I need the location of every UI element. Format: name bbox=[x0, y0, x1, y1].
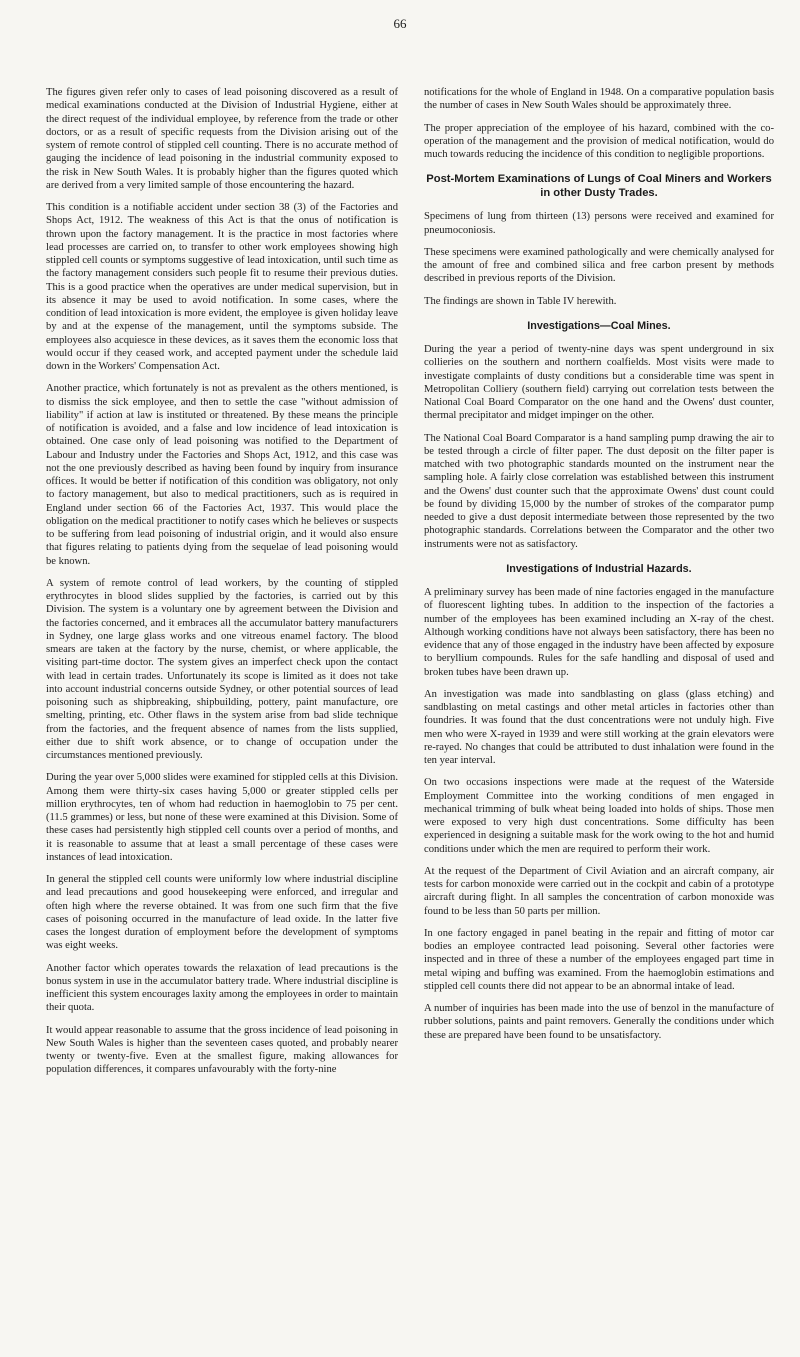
paragraph: This condition is a notifiable accident under section 38 (3) of the Factories and Shops Act, 1912. The weakness of this Act is that the onus of notification is thrown upon the factory management. It is the practice in most factories where lead processes are carried on, to transfer to other work employees showing high stippled cell counts or symptoms suggestive of lead intoxication, until such time as the factory management considers such people fit to resume their previous duties. This is a good practice when the operatives are under medical supervision, but in its absence it may be used to avoid notification. In some cases, where the condition of lead intoxication is more evident, the employee is given holiday leave by and at the expense of the management, until the symptoms subside. The employees also acquiesce in these devices, as it saves them the economic loss that would occur if they ceased work, and accepted payment under the schedule laid down in the Workers' Compensation Act. bbox=[46, 202, 398, 372]
paragraph: At the request of the Department of Civil Aviation and an aircraft company, air tests for carbon monoxide were carried out in the cockpit and cabin of a prototype aircraft during flight. In all samples the concentration of carbon monoxide was found to be less than 50 parts per million. bbox=[424, 865, 774, 917]
right-column bbox=[424, 86, 774, 1051]
paragraph: A system of remote control of lead workers, by the counting of stippled erythrocytes in blood slides supplied by the factories, is carried out by this Division. The system is a voluntary one by agreement between the Division and the factories concerned, and it embraces all the accumulator battery manufacturers in Sydney, one large glass works and one vitreous enamel factory. The blood smears are taken at the factory by the nurse, chemist, or where applicable, the visiting part-time doctor. The system gives an imperfect check upon the contact with lead in certain trades. Unfortunately its scope is limited as it does not take into account industrial concerns outside Sydney, or other potential sources of lead poisoning such as shipbreaking, shipbuilding, pottery, paint manufacture, ore smelting, printing, etc. Other flaws in the system arise from bad slide technique from the factories, and the frequent absence of names from the lists supplied, either due to shift work absence, or to change of occupation under the circumstances mentioned previously. bbox=[46, 577, 398, 761]
paragraph: Another practice, which fortunately is not as prevalent as the others mentioned, is to dismiss the sick employee, and then to settle the case "without admission of liability" if action at law is instituted or threatened. By these means the principle of notification is avoided, and a false and low incidence of lead intoxication is obtained. One case only of lead poisoning was notified to the Department of Labour and Industry under the Factories and Shops Act, 1912, and this case was not the one previously described as having been found by inquiry from insurance offices. It would be better if notification of this condition was obligatory, not only to factory management, but also to medical practitioners, such as is required in England under section 66 of the Factories Act, 1937. This would place the obligation on the medical practitioner to notify cases which he believes or suspects to be suffering from lead poisoning of industrial origin, and it would also ensure that figures relating to patients dying from the sequelae of lead poisoning would be known. bbox=[46, 383, 398, 567]
left-column bbox=[46, 86, 398, 1086]
paragraph: During the year over 5,000 slides were examined for stippled cells at this Division. Among them were thirty-six cases having 5,000 or greater stippled cells per million erythrocytes, ten of whom had reduction in haemoglobin to 75 per cent. (11.5 grammes) or less, but none of these were examined at this Division. Some of these cases had persistently high stippled cell counts over a period of months, and it is reasonable to assume that at least a small percentage of these cases were instances of lead intoxication. bbox=[46, 772, 398, 863]
paragraph: On two occasions inspections were made at the request of the Waterside Employment Committee into the working conditions of men engaged in mechanical trimming of bulk wheat being loaded into holds of ships. Those men were exposed to very high dust concentrations. Some difficulty has been experienced in designing a suitable mask for the work owing to the hot and humid conditions under which the men are required to perform their work. bbox=[424, 777, 774, 855]
section-heading-post-mortem: Post-Mortem Examinations of Lungs of Coal Miners and Workers in other Dusty Trades. bbox=[426, 173, 772, 199]
paragraph: The proper appreciation of the employee of his hazard, combined with the co-operation of the management and the provision of medical notification, would do much towards reducing the incidence of this condition to negligible proportions. bbox=[424, 122, 774, 160]
paragraph: The figures given refer only to cases of lead poisoning discovered as a result of medical examinations conducted at the Division of Industrial Hygiene, either at the direct request of the individual employee, by reference from the trade or other doctors, or as a result of specific requests from the Division arising out of the system of remote control of stippled cell counting. There is no accurate method of gauging the incidence of lead poisoning in the industrial community exposed to the risk in New South Wales. It is probably higher than the figures quoted which are derived from a very limited sample of those encountering the hazard. bbox=[46, 87, 398, 191]
paragraph: In general the stippled cell counts were uniformly low where industrial discipline and lead precautions and good housekeeping were enforced, and irregular and often high where the reverse obtained. It was from one such firm that the five cases of poisoning occurred in the manufacture of lead oxide. In the latter five cases the longest duration of employment before the development of symptoms was eight weeks. bbox=[46, 874, 398, 952]
paragraph: The National Coal Board Comparator is a hand sampling pump drawing the air to be tested through a circle of filter paper. The dust deposit on the filter paper is matched with two photographic standards mounted on the instrument near the sampling hole. A fairly close correlation was established between this instrument and the Owens' dust counter such that the approximate Owens' dust count could be found by dividing 15,000 by the number of strokes of the comparator pump needed to give a dust deposit intermediate between those represented by the two photographic standards. Correlations between the Comparator and the other two instruments were not as satisfactory. bbox=[424, 432, 774, 550]
paragraph: A number of inquiries has been made into the use of benzol in the manufacture of rubber solutions, paints and paint removers. Generally the conditions under which these are prepared have been found to be unsatisfactory. bbox=[424, 1003, 774, 1041]
paragraph: In one factory engaged in panel beating in the repair and fitting of motor car bodies an employee contracted lead poisoning. Several other factories were inspected and in three of these a number of the employees engaged part time in metal wiping and buffing was examined. From the haemoglobin estimations and stippled cell counts there did not appear to be an abnormal intake of lead. bbox=[424, 927, 774, 992]
paragraph: These specimens were examined pathologically and were chemically analysed for the amount of free and combined silica and free carbon present by methods described in previous reports of the Division. bbox=[424, 246, 774, 285]
paragraph: It would appear reasonable to assume that the gross incidence of lead poisoning in New South Wales is higher than the seventeen cases quoted, and probably nearer twenty or twenty-five. Even at the smallest figure, making allowances for population differences, it compares unfavourably with the forty-nine bbox=[46, 1024, 398, 1076]
paragraph: notifications for the whole of England in 1948. On a comparative population basis the number of cases in New South Wales should be approximately three. bbox=[424, 87, 774, 112]
page-number: 66 bbox=[393, 16, 407, 31]
paragraph: Another factor which operates towards the relaxation of lead precautions is the bonus system in use in the accumulator battery trade. Where industrial discipline is inefficient this system encourages laxity among the employees in order to maintain their quota. bbox=[46, 962, 398, 1014]
paragraph: The findings are shown in Table IV herewith. bbox=[424, 295, 617, 307]
paragraph: During the year a period of twenty-nine days was spent underground in six collieries on the southern and northern coalfields. Most visits were made to investigate complaints of dusty conditions but a considerable time was spent in Metropolitan Colliery (southern field) carrying out correlation tests between the National Coal Board Comparator on the one hand and the Owens' dust counter, thermal precipitator and midget impinger on the other. bbox=[424, 344, 774, 422]
paragraph: Specimens of lung from thirteen (13) persons were received and examined for pneumoconiosis. bbox=[424, 211, 774, 236]
paragraph: A preliminary survey has been made of nine factories engaged in the manufacture of fluorescent lighting tubes. In addition to the inspection of the factories a number of the employees has been examined including an X-ray of the chest. Although working conditions have not always been satisfactory, there has been no evidence that any of those engaged in the industry have been affected by exposure to beryllium compounds. Rules for the safe handling and disposal of used and broken tubes have been drawn up. bbox=[424, 587, 774, 678]
section-heading-industrial-hazards: Investigations of Industrial Hazards. bbox=[506, 562, 692, 575]
section-heading-coal-mines: Investigations—Coal Mines. bbox=[527, 319, 671, 332]
paragraph: An investigation was made into sandblasting on glass (glass etching) and sandblasting on metal castings and other metal articles in factories other than foundries. It was found that the dust concentrations were not unduly high. Five men who were X-rayed in 1939 and were still working at the grain elevators were re-rayed. No changes that could be attributed to dust inhalation were found in the ten year interval. bbox=[424, 688, 774, 766]
